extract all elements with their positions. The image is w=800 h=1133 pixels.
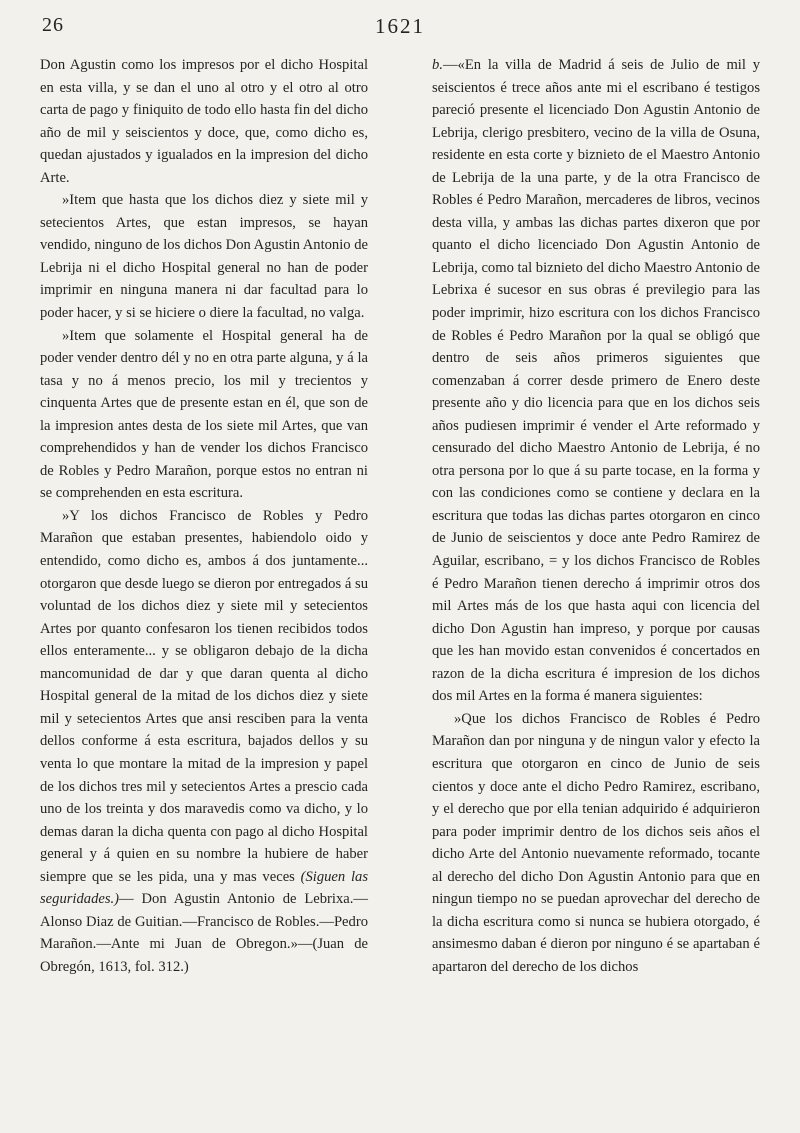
paragraph: Don Agustin como los impresos por el dicho Hospital en esta villa, y se dan el uno al otro y el otro al otro carta de pago y finiquito de todo ello hasta fin del dicho año de mil y seiscientos y doce, que, como dicho es, quedan ajustados y igualados en la impresion del dicho Arte. [40,57,368,186]
right-column [432,54,760,978]
paragraph-text: »Y los dichos Francisco de Robles y Pedro Marañon que estaban presentes, habiendolo oido y entendido, como dicho es, ambos á dos juntamente... otorgaron que desde luego se dieron por entregados á su voluntad de los dichos diez y siete mil y setecientos Artes por quanto confesaron los tienen recibidos todos ellos enteramente... y se obligaron debajo de la dicha mancomunidad de dar y que daran quenta al dicho Hospital general de la mitad de los dichos diez y siete mil y setecientos Artes que ansi resciben para la venta dellos conforme á esta escritura, bajados dellos y su venta lo que montare la mitad de la impresion y papel de los dichos tres mil y setecientos Artes a prescio cada uno de los treinta y dos maravedis como va dicho, y lo demas daran la dicha quenta con pago al dicho Hospital general y á quien en su nombre la hubiere de haber siempre que se les pida, una y mas veces [40,507,368,885]
paragraph: »Item que hasta que los dichos diez y siete mil y setecientos Artes, que estan impresos, se hayan vendido, ninguno de los dichos Don Agustin Antonio de Lebrija ni el dicho Hospital general no han de poder imprimir en ninguna manera ni dar facultad para lo poder hacer, y si se hiciere o diere la facultad, no valga. [40,192,368,322]
paragraph: »Item que solamente el Hospital general ha de poder vender dentro dél y no en otra parte alguna, y á la tasa y no á menos precio, los mil y trecientos y cinquenta Artes que de presente estan en él, que son de la impresion antes desta de los siete mil Artes, que van comprehendidos y han de vender los dichos Francisco de Robles y Pedro Marañon, porque estos no entran ni se comprehenden en esta escritura. [40,327,368,502]
paragraph-text: — Don Agustin Antonio de Lebrixa.—Alonso Diaz de Guitian.—Francisco de Robles.—Pedro Marañon.—Ante mi Juan de Obregon.»—(Juan de Obregón, 1613, fol. 312.) [40,891,368,975]
running-header-year: 1621 [375,14,425,38]
paragraph [40,505,368,978]
page-number: 26 [42,14,64,36]
paragraph: »Que los dichos Francisco de Robles é Pedro Marañon dan por ninguna y de ningun valor y efecto la escritura que otorgaron en cinco de Junio de seis cientos y doce ante el dicho Pedro Ramirez, escribano, y el derecho que por ella tenian adquirido é adquirieron para poder imprimir dentro de los dichos seis años el dicho Arte del Antonio nuevamente reformado, tocante al derecho del dicho Don Agustin Antonio para que en ningun tiempo no se puedan aprovechar del derecho de la dicha escritura como si nunca se hubiera otorgado, é ansimesmo daban é dieron por ninguno é se apartaban é apartaron del derecho de los dichos [432,710,760,975]
editorial-note: (Siguen las seguridades.) [40,868,369,908]
paragraph-text: —«En la villa de Madrid á seis de Julio de mil y seiscientos é trece años ante mi el escribano é testigos pareció presente el licenciado Don Agustin Antonio de Lebrija, clerigo presbitero, vecino de la villa de Osuna, residente en esta corte y biznieto de el Maestro Antonio de Lebrija de la una parte, y de la otra Francisco de Robles é Pedro Marañon, mercaderes de libros, vecinos desta villa, y ambas las dichas partes dixeron que por quanto el dicho licenciado Don Agustin Antonio de Lebrija, como tal biznieto del dicho Maestro Antonio de Lebrixa é sucesor en sus obras é previlegio para las poder imprimir, hizo escritura con los dichos Francisco de Robles é Pedro Marañon por la qual se obligó que dentro de seis años primeros siguientes que comenzaban á correr desde primero de Enero deste presente año y dio licencia para que en los dichos seis años pudiesen imprimir é vender el Arte reformado y censurado del dicho Maestro Antonio de Lebrija, é no otra persona por lo que á su parte tocase, en la forma y con las condiciones como se contiene y declara en la escritura que todas las dichas partes otorgaron en cinco de Junio de seiscientos y doce ante Pedro Ramirez de Aguilar, escribano, = y los dichos Francisco de Robles é Pedro Marañon tienen derecho á imprimir otros dos mil Artes más de los que hasta aqui con licencia del dicho Don Agustin han impreso, y porque por causas que les han movido estan convenidos é concertados en razon de la dicha escritura é impresion de los dichos dos mil Artes en la forma é manera siguientes: [432,57,760,705]
document-label: b. [432,57,443,73]
left-column [40,54,368,978]
paragraph [432,54,760,708]
